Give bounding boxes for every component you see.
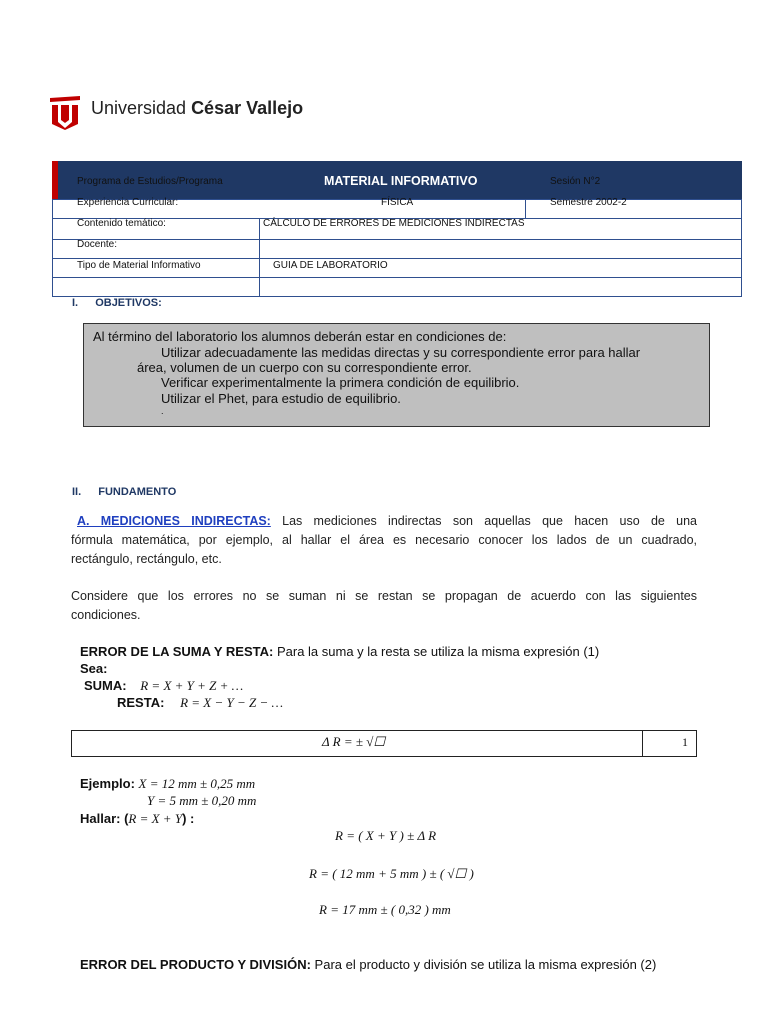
suma-resta-title: ERROR DE LA SUMA Y RESTA:	[80, 644, 274, 659]
section-number: I.	[72, 297, 79, 309]
suma-formula: R = X + Y + Z + …	[140, 678, 244, 693]
paragraph-text: condiciones.	[71, 608, 141, 622]
tipo-label: Tipo de Material Informativo	[77, 260, 201, 271]
hallar-end: ) :	[182, 811, 195, 826]
material-title: MATERIAL INFORMATIVO	[324, 174, 478, 188]
equation-1: R = ( X + Y ) ± Δ R	[335, 828, 437, 843]
row-divider	[52, 239, 742, 240]
row-divider	[52, 277, 742, 278]
hallar-line	[80, 811, 194, 827]
ejemplo-y: Y = 5 mm ± 0,20 mm	[147, 793, 257, 808]
ejemplo-line	[80, 776, 255, 792]
paragraph-text: Considere que los errores no se suman ni se restan se propagan de acuerdo con las siguientes	[71, 589, 697, 603]
producto-title: ERROR DEL PRODUCTO Y DIVISIÓN:	[80, 957, 311, 972]
resta-label: RESTA:	[117, 695, 165, 710]
mediciones-indirectas-link[interactable]: A. MEDICIONES INDIRECTAS:	[77, 514, 271, 528]
experiencia-label: Experiencia Curricular:	[77, 197, 179, 208]
objective-item: Verificar experimentalmente la primera condición de equilibrio.	[161, 375, 520, 390]
objective-item: Utilizar adecuadamente las medidas directas y su correspondiente error para hallar	[161, 345, 641, 360]
col-divider	[525, 199, 526, 218]
ejemplo-label: Ejemplo:	[80, 776, 135, 791]
section-fundamento-heading	[72, 486, 176, 498]
equation-2: R = ( 12 mm + 5 mm ) ± ( √☐ )	[309, 866, 474, 881]
suma-resta-text: Para la suma y la resta se utiliza la misma expresión (1)	[276, 644, 600, 659]
objective-intro: Al término del laboratorio los alumnos deberán estar en condiciones de:	[93, 329, 507, 344]
col-divider	[52, 199, 53, 296]
university-logo-icon	[50, 96, 80, 130]
section-title: OBJETIVOS:	[95, 297, 162, 309]
equation-3: R = 17 mm ± ( 0,32 ) mm	[319, 902, 451, 917]
sesion-label: Sesión N°2	[550, 176, 601, 187]
experiencia-value: FÍSICA	[381, 197, 414, 208]
resta-formula: R = X − Y − Z − …	[180, 695, 284, 710]
suma-line	[84, 678, 243, 694]
contenido-value: CÁLCULO DE ERRORES DE MEDICIONES INDIRECTAS	[263, 218, 525, 229]
objective-dot: .	[161, 406, 164, 416]
logo-word-universidad: Universidad	[91, 98, 187, 118]
producto-text: Para el producto y división se utiliza la misma expresión (2)	[314, 957, 657, 972]
tipo-value: GUIA DE LABORATORIO	[273, 260, 388, 271]
university-name	[91, 98, 303, 119]
table-header-accent	[52, 161, 58, 199]
paragraph-text: rectángulo, rectángulo, etc.	[71, 552, 222, 566]
objective-item: Utilizar el Phet, para estudio de equilibrio.	[161, 391, 401, 406]
hallar-expr: R = X + Y	[128, 811, 183, 826]
formula-divider	[642, 731, 643, 756]
formula-1-box	[71, 730, 697, 757]
objective-item: área, volumen de un cuerpo con su correspondiente error.	[137, 360, 472, 375]
programa-label: Programa de Estudios/Programa	[77, 176, 223, 187]
producto-division-heading	[80, 957, 656, 972]
propagation-paragraph	[71, 587, 697, 625]
formula-1: Δ R = ± √☐	[322, 734, 386, 749]
suma-resta-heading	[80, 644, 599, 659]
mediciones-paragraph	[71, 512, 697, 569]
col-divider	[741, 199, 742, 296]
section-number: II.	[72, 486, 82, 498]
section-title: FUNDAMENTO	[98, 486, 177, 498]
row-divider	[52, 258, 742, 259]
suma-label: SUMA:	[84, 678, 127, 693]
resta-line	[117, 695, 283, 711]
sea-label: Sea:	[80, 661, 108, 676]
col-divider	[259, 218, 260, 296]
course-info-table	[52, 161, 742, 296]
paragraph-text: fórmula matemática, por ejemplo, al hallar el área es necesario conocer los lados de un cuadrado,	[71, 533, 697, 547]
semestre-label: Semestre 2002-2	[550, 197, 627, 208]
logo-word-cesar-vallejo: César Vallejo	[191, 98, 304, 118]
contenido-label: Contenido temático:	[77, 218, 166, 229]
formula-1-number: 1	[682, 735, 688, 749]
hallar-label: Hallar: (	[80, 811, 129, 826]
section-objetivos-heading	[72, 297, 162, 309]
paragraph-text: Las mediciones indirectas son aquellas que hacen uso de una	[282, 514, 697, 528]
ejemplo-x: X = 12 mm ± 0,25 mm	[138, 776, 256, 791]
objectives-box	[83, 323, 710, 427]
docente-label: Docente:	[77, 239, 118, 250]
